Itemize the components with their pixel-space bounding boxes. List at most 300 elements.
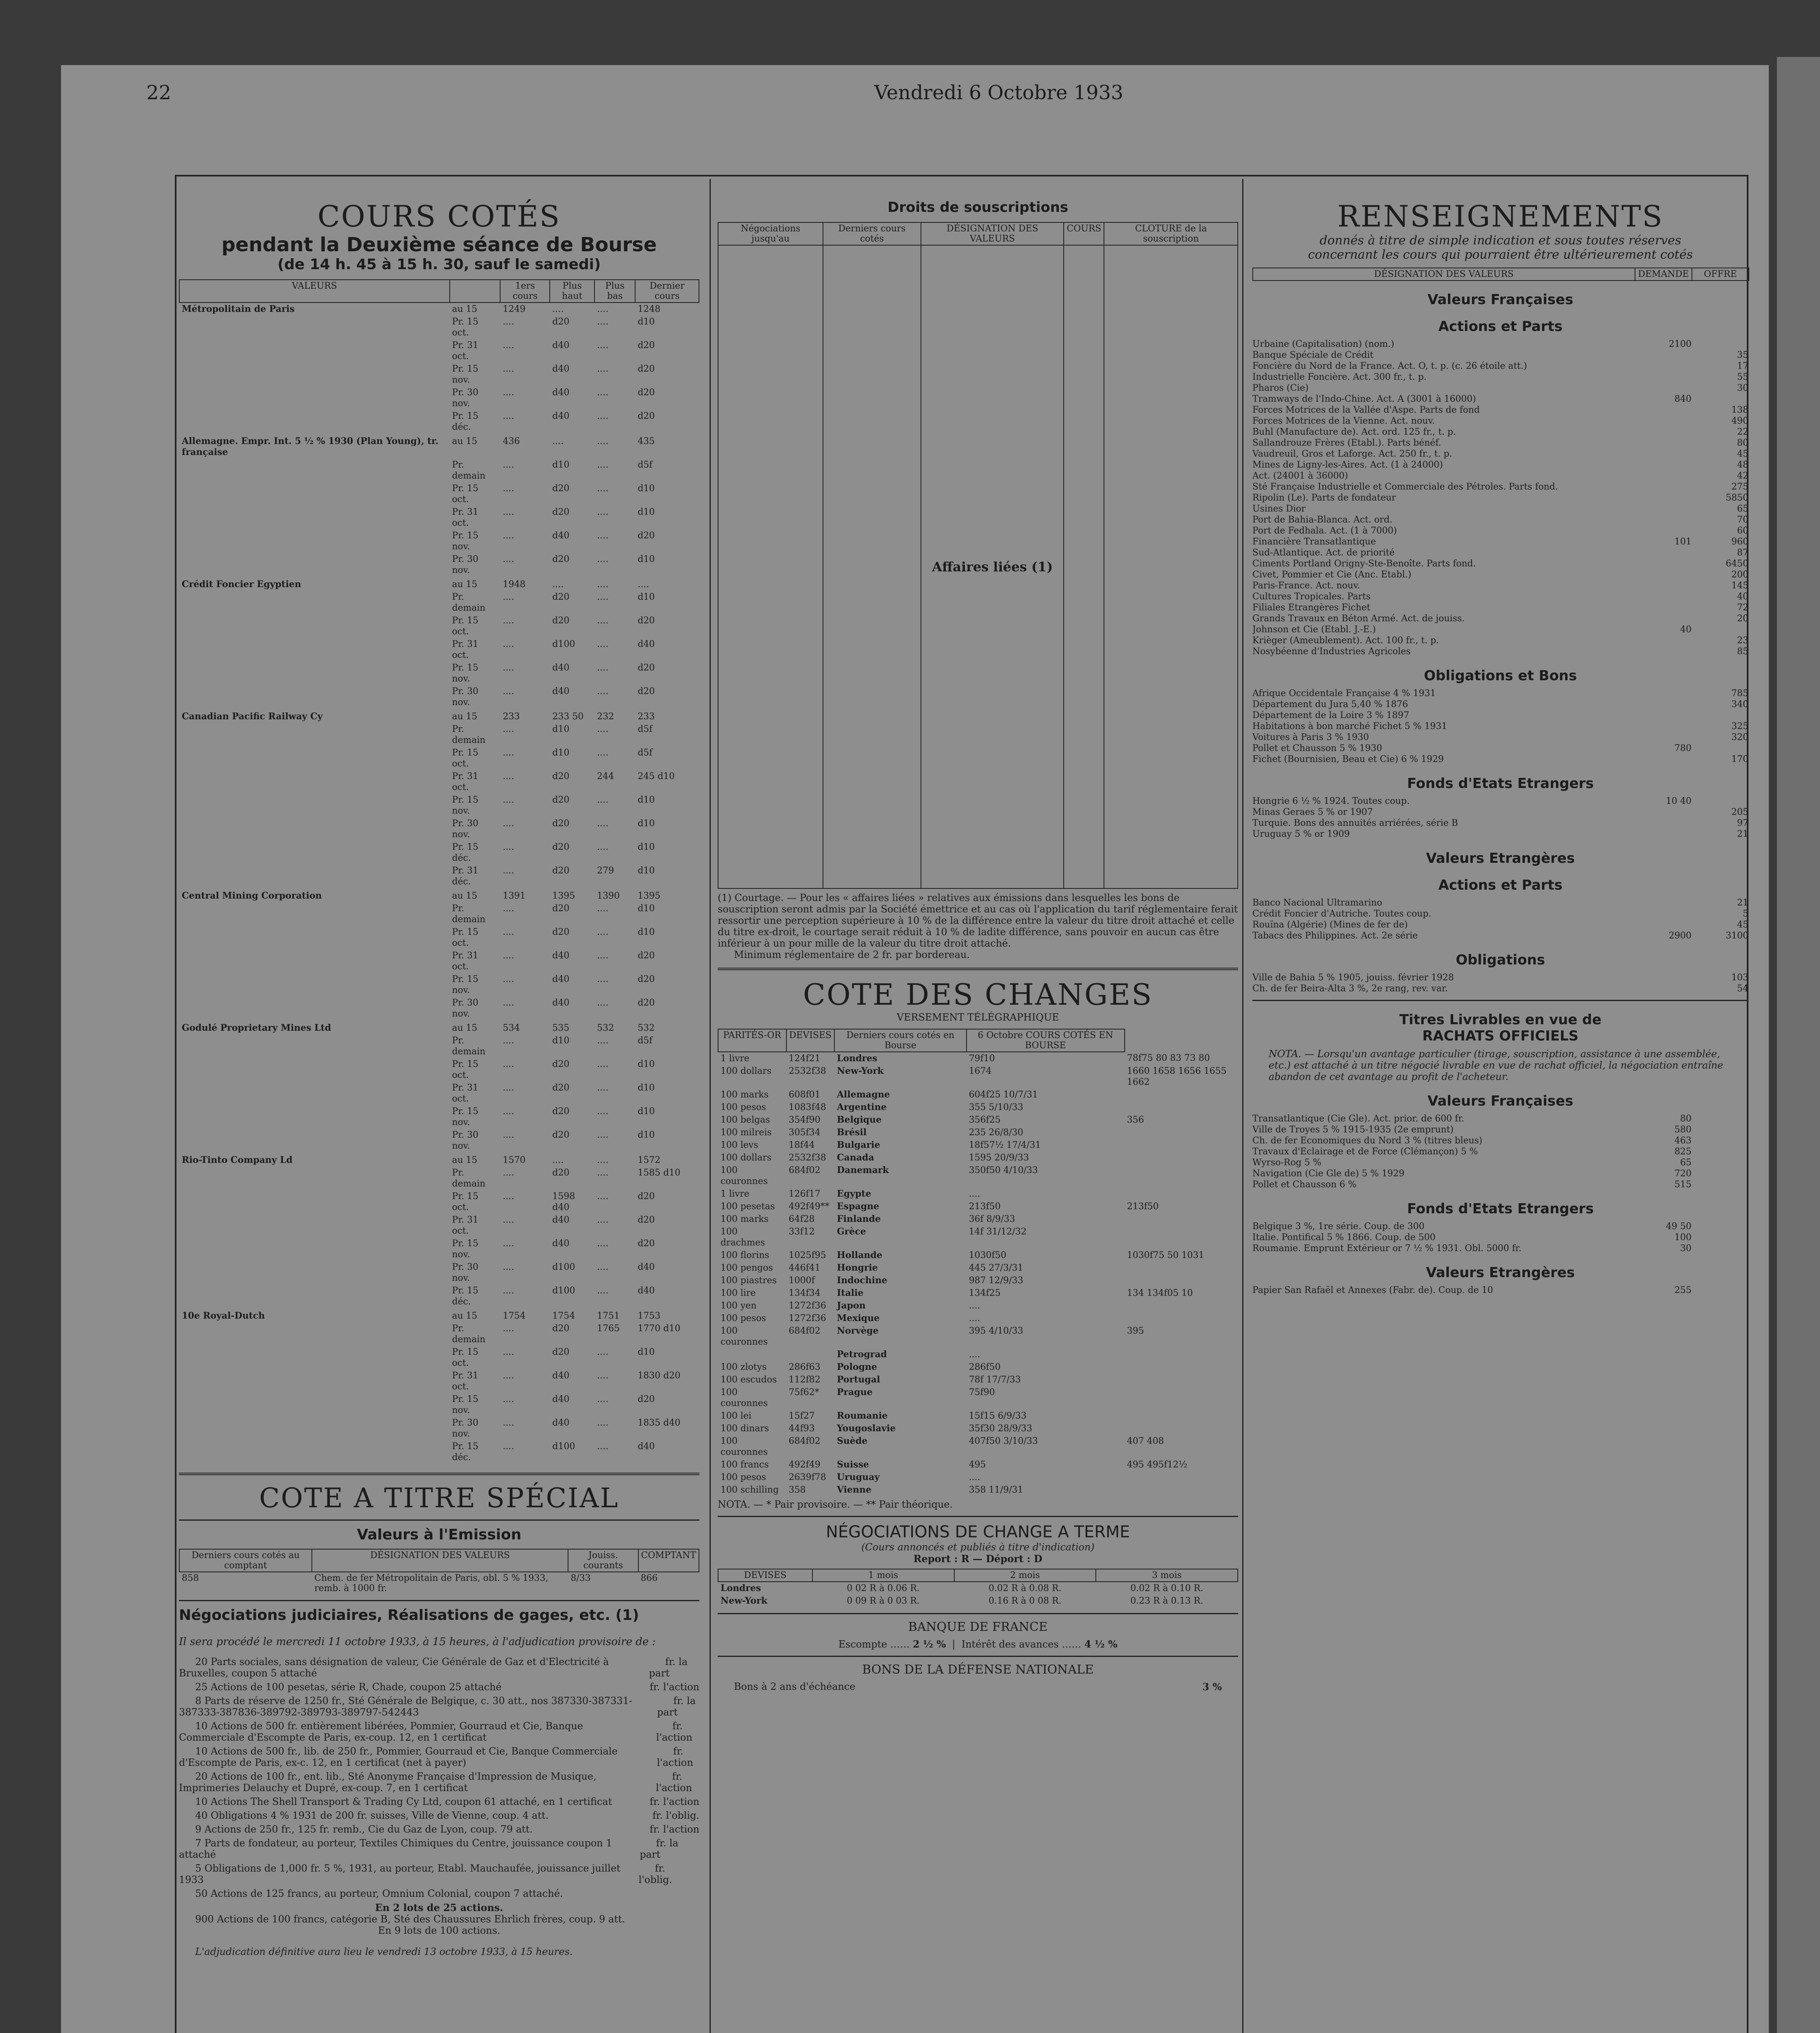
cours-du-jour bbox=[1125, 1386, 1238, 1410]
dernier-cours: 79f10 bbox=[969, 1054, 995, 1064]
table-row bbox=[179, 614, 699, 638]
cours-cell: au 15 bbox=[452, 891, 477, 901]
changes-table bbox=[718, 1029, 1238, 1496]
dernier-cours: 1674 bbox=[969, 1066, 992, 1076]
negociations-list bbox=[179, 1656, 699, 1899]
table-row bbox=[179, 1154, 699, 1167]
list-item bbox=[1252, 580, 1748, 591]
cours-cell: d5f bbox=[638, 1036, 653, 1046]
cours-cell: d10 bbox=[552, 748, 570, 758]
table-row bbox=[179, 770, 699, 794]
devise: Canada bbox=[837, 1152, 874, 1163]
table-row bbox=[179, 1393, 699, 1417]
designation: Belgique 3 %, 1re série. Coup. de 300 bbox=[1252, 1221, 1425, 1232]
negociation-unit: fr. l'action bbox=[649, 1681, 699, 1693]
demande: 30 bbox=[1680, 1243, 1692, 1254]
table-row bbox=[179, 685, 699, 709]
cours-cell: d10 bbox=[638, 818, 655, 829]
column-divider bbox=[1242, 179, 1243, 2033]
offre bbox=[1692, 1232, 1748, 1243]
list-item bbox=[179, 1837, 699, 1860]
demande: 463 bbox=[1674, 1136, 1692, 1146]
cours-cell: 1754 bbox=[552, 1311, 575, 1321]
offre: 23 bbox=[1737, 636, 1748, 646]
devise: New-York bbox=[837, 1066, 884, 1076]
table-row bbox=[179, 578, 699, 591]
cours-cell: d10 bbox=[638, 592, 655, 602]
cours-cell: au 15 bbox=[452, 1155, 477, 1165]
cours-cell: .... bbox=[597, 1036, 609, 1046]
cours-cell: d20 bbox=[552, 554, 570, 564]
table-row bbox=[718, 1386, 1238, 1410]
list-item bbox=[1252, 710, 1748, 721]
list-item bbox=[179, 1863, 699, 1885]
designation: Sallandrouze Frères (Etabl.). Parts bénéf. bbox=[1252, 438, 1441, 448]
parite-value: 75f62* bbox=[788, 1387, 819, 1397]
table-row bbox=[179, 890, 699, 902]
offre: 22 bbox=[1737, 427, 1748, 437]
dernier-cours: 987 12/9/33 bbox=[969, 1276, 1023, 1286]
list-item bbox=[1252, 492, 1748, 503]
cours-cell: d40 bbox=[552, 1394, 570, 1404]
parite-value: 1272f36 bbox=[788, 1301, 826, 1311]
designation: Rouïna (Algérie) (Mines de fer de) bbox=[1252, 920, 1408, 930]
parite-value: 44f93 bbox=[788, 1424, 815, 1434]
offre: 54 bbox=[1737, 984, 1748, 994]
cours-cell: Pr. 31 oct. bbox=[452, 1215, 479, 1236]
demande bbox=[1635, 438, 1692, 448]
valeur-name bbox=[179, 1440, 450, 1464]
cours-cell: .... bbox=[597, 1083, 609, 1093]
negociation-text: 10 Actions The Shell Transport & Trading Cy Ltd, coupon 61 attaché, en 1 certificat bbox=[195, 1796, 612, 1807]
designation: Département de la Loire 3 % 1897 bbox=[1252, 710, 1409, 720]
cours-cell: .... bbox=[597, 818, 609, 829]
parite-unit: 100 pesos bbox=[721, 1313, 766, 1323]
demande: 580 bbox=[1674, 1125, 1692, 1135]
cours-cell: d20 bbox=[638, 998, 655, 1008]
negociation-unit: fr. l'oblig. bbox=[638, 1863, 672, 1885]
cours-cell: Pr. 15 oct. bbox=[452, 1191, 479, 1212]
cours-cell: Pr. 30 nov. bbox=[452, 686, 479, 707]
cours-cell: .... bbox=[597, 748, 609, 758]
offre bbox=[1692, 1179, 1748, 1190]
changes-subtitle: VERSEMENT TÉLÉGRAPHIQUE bbox=[897, 1012, 1059, 1023]
parite-value: 33f12 bbox=[788, 1227, 815, 1237]
devise: Belgique bbox=[837, 1114, 882, 1125]
cours-cell: .... bbox=[503, 1191, 514, 1202]
table-row bbox=[179, 710, 699, 723]
cours-cell: 532 bbox=[638, 1023, 655, 1033]
valeur-name bbox=[179, 1322, 450, 1346]
cours-cell: .... bbox=[597, 842, 609, 852]
parite-value: 15f27 bbox=[788, 1411, 815, 1421]
cours-cell: .... bbox=[597, 304, 609, 314]
cours-cotes-column-header: Plus bas bbox=[594, 280, 635, 303]
renseignements-column-header: DEMANDE bbox=[1635, 268, 1692, 281]
offre: 97 bbox=[1737, 818, 1748, 828]
cours-du-jour bbox=[1125, 1312, 1238, 1325]
valeur-name: Canadian Pacific Railway Cy bbox=[182, 711, 323, 722]
parite-value: 1025f95 bbox=[788, 1250, 826, 1260]
offre: 60 bbox=[1737, 526, 1748, 536]
table-row bbox=[718, 1164, 1238, 1188]
parite-value: 354f90 bbox=[788, 1115, 821, 1125]
cours-cell: d20 bbox=[552, 818, 570, 829]
parite-unit: 100 couronnes bbox=[721, 1326, 768, 1347]
cours-cell: .... bbox=[597, 724, 609, 734]
negociation-text: 10 Actions de 500 fr. entièrement libérées, Pommier, Gourraud et Cie, Banque Commerciale d'Escompte de Paris, ex-coup. 12, en 1 certificat bbox=[179, 1720, 583, 1743]
table-row bbox=[179, 1346, 699, 1369]
cours-cell: d20 bbox=[552, 795, 570, 805]
offre: 138 bbox=[1731, 405, 1748, 415]
table-row bbox=[179, 1214, 699, 1237]
cours-du-jour bbox=[1125, 1484, 1238, 1496]
designation: Mines de Ligny-les-Aires. Act. (1 à 24000) bbox=[1252, 460, 1443, 470]
designation: Fichet (Bournisien, Beau et Cie) 6 % 1929 bbox=[1252, 754, 1444, 764]
list-item bbox=[1252, 1157, 1748, 1168]
offre: 48 bbox=[1737, 460, 1748, 470]
devise: Londres bbox=[837, 1053, 877, 1064]
dernier-cours: .... bbox=[969, 1472, 980, 1482]
offre bbox=[1692, 1285, 1748, 1296]
table-row bbox=[179, 482, 699, 506]
offre bbox=[1692, 710, 1748, 721]
cours-cell: .... bbox=[503, 1347, 514, 1357]
designation: Uruguay 5 % or 1909 bbox=[1252, 829, 1350, 839]
designation: Cultures Tropicales. Parts bbox=[1252, 592, 1371, 602]
demande: 2900 bbox=[1669, 931, 1692, 941]
offre: 103 bbox=[1731, 973, 1748, 983]
droits-column-header: DÉSIGNATION DES VALEURS bbox=[921, 222, 1064, 245]
section-heading: Valeurs Françaises bbox=[1427, 292, 1574, 308]
cours-cell: .... bbox=[597, 340, 609, 350]
table-row bbox=[179, 1322, 699, 1346]
column-left bbox=[179, 179, 699, 2033]
valeur-name bbox=[179, 1393, 450, 1417]
parite-unit: 100 couronnes bbox=[721, 1387, 768, 1408]
parite-unit: 100 pesos bbox=[721, 1102, 766, 1112]
cours-cell: d20 bbox=[552, 1083, 570, 1093]
list-item bbox=[179, 1810, 699, 1821]
negociation-text: 20 Actions de 100 fr., ent. lib., Sté Anonyme Française d'Impression de Musique, Imprimeries Delauchy et Dupré, ex-coup. 7, en 1 certificat bbox=[179, 1771, 597, 1794]
parite-unit: 100 florins bbox=[721, 1250, 769, 1260]
negociation-unit: fr. l'action bbox=[655, 1771, 692, 1794]
section-subheading: Actions et Parts bbox=[1438, 318, 1563, 335]
dernier-cours: 235 26/8/30 bbox=[969, 1128, 1023, 1138]
cours-du-jour bbox=[1125, 1262, 1238, 1274]
parite-unit: 100 pengos bbox=[721, 1263, 773, 1273]
parite-value: 134f34 bbox=[788, 1288, 821, 1298]
list-item bbox=[1252, 983, 1748, 994]
valeur-name bbox=[179, 864, 450, 888]
list-item bbox=[1252, 394, 1748, 405]
demande bbox=[1635, 591, 1692, 602]
cours-cell: .... bbox=[503, 842, 514, 852]
offre: 320 bbox=[1731, 732, 1748, 742]
cours-cotes-table bbox=[179, 279, 699, 1465]
cours-cell: d10 bbox=[552, 724, 570, 734]
cours-cell: Pr. 31 oct. bbox=[452, 507, 479, 528]
cours-cell: .... bbox=[597, 1155, 609, 1165]
list-item bbox=[1252, 930, 1748, 941]
cours-cell: 1572 bbox=[638, 1155, 661, 1165]
list-item bbox=[1252, 1124, 1748, 1135]
table-row bbox=[179, 638, 699, 662]
table-row bbox=[179, 363, 699, 386]
cote-special-cell: 8/33 bbox=[570, 1573, 591, 1583]
renseignements-sub1: donnés à titre de simple indication et sous toutes réserves bbox=[1319, 233, 1681, 248]
cours-cell: .... bbox=[503, 1215, 514, 1225]
devise: Portugal bbox=[837, 1374, 880, 1385]
negociation-text: 40 Obligations 4 % 1931 de 200 fr. suisses, Ville de Vienne, coup. 4 att. bbox=[195, 1810, 549, 1821]
cours-cell: .... bbox=[503, 663, 514, 673]
designation: Industrielle Foncière. Act. 300 fr., t. p. bbox=[1252, 372, 1427, 382]
cours-cell: Pr. 31 oct. bbox=[452, 771, 479, 792]
cours-cell: d40 bbox=[552, 1215, 570, 1225]
valeur-name bbox=[179, 841, 450, 864]
parite-unit: 100 pesos bbox=[721, 1472, 766, 1482]
cours-du-jour bbox=[1125, 1299, 1238, 1312]
valeur-name bbox=[179, 614, 450, 638]
parite-value: 492f49** bbox=[788, 1202, 829, 1212]
offre: 325 bbox=[1731, 721, 1748, 731]
cours-du-jour bbox=[1125, 1188, 1238, 1200]
cours-cell: d20 bbox=[552, 1059, 570, 1069]
cours-cell: .... bbox=[597, 579, 609, 590]
cours-cell: .... bbox=[503, 1262, 514, 1272]
list-item bbox=[1252, 481, 1748, 492]
valeur-name bbox=[179, 817, 450, 841]
designation: Habitations à bon marché Fichet 5 % 1931 bbox=[1252, 721, 1448, 731]
table-row bbox=[718, 1114, 1238, 1126]
list-item bbox=[1252, 613, 1748, 624]
terme-table bbox=[718, 1569, 1238, 1607]
terme-column-header: 1 mois bbox=[812, 1569, 954, 1582]
cours-cell: d20 bbox=[552, 903, 570, 914]
table-row bbox=[179, 841, 699, 864]
demande bbox=[1635, 818, 1692, 829]
valeur-name bbox=[179, 997, 450, 1020]
designation: Ville de Troyes 5 % 1915-1935 (2e emprunt) bbox=[1252, 1125, 1454, 1135]
negociation-text: 25 Actions de 100 pesetas, série R, Chade, coupon 25 attaché bbox=[195, 1681, 502, 1693]
cours-cell: d10 bbox=[638, 903, 655, 914]
cours-cell: d10 bbox=[638, 927, 655, 937]
negociation-unit: fr. la part bbox=[640, 1837, 679, 1860]
cours-du-jour: 134 134f05 10 bbox=[1127, 1288, 1193, 1298]
cours-cotes-subtitle: pendant la Deuxième séance de Bourse bbox=[221, 233, 657, 256]
demande: 2100 bbox=[1669, 339, 1692, 349]
valeur-name bbox=[179, 506, 450, 529]
cours-cell: .... bbox=[503, 1286, 514, 1296]
cours-cell: Pr. 15 oct. bbox=[452, 1059, 479, 1080]
cours-cell: 1753 bbox=[638, 1311, 661, 1321]
cours-cell: d40 bbox=[552, 387, 570, 398]
table-row bbox=[179, 794, 699, 817]
demande: 255 bbox=[1674, 1285, 1692, 1295]
dernier-cours: 36f 8/9/33 bbox=[969, 1214, 1015, 1224]
list-item bbox=[1252, 536, 1748, 547]
demande bbox=[1635, 470, 1692, 481]
cours-cell: d5f bbox=[638, 460, 653, 470]
valeur-name bbox=[179, 591, 450, 614]
demande bbox=[1635, 514, 1692, 525]
offre bbox=[1692, 1124, 1748, 1135]
list-item bbox=[1252, 405, 1748, 416]
cours-cell: d10 bbox=[638, 1059, 655, 1069]
cours-cell: Pr. 30 nov. bbox=[452, 387, 479, 409]
offre bbox=[1692, 1146, 1748, 1157]
parite-unit: 100 francs bbox=[721, 1460, 769, 1470]
cours-cell: Pr. 15 nov. bbox=[452, 1394, 479, 1415]
list-item bbox=[1252, 416, 1748, 427]
cours-cell: d10 bbox=[638, 1347, 655, 1357]
cours-cell: .... bbox=[597, 1130, 609, 1140]
cours-cell: .... bbox=[597, 616, 609, 626]
demande bbox=[1635, 688, 1692, 699]
cours-cell: Pr. 15 nov. bbox=[452, 1106, 479, 1128]
offre bbox=[1692, 1113, 1748, 1124]
devise: Petrograd bbox=[837, 1349, 887, 1360]
cours-cell: 233 bbox=[638, 712, 655, 722]
cours-cell: .... bbox=[503, 531, 514, 541]
devise: Bulgarie bbox=[837, 1140, 880, 1150]
cours-cotes-column-header: Plus haut bbox=[550, 280, 594, 303]
cours-cell: 534 bbox=[503, 1023, 520, 1033]
list-item bbox=[1252, 350, 1748, 361]
list-item bbox=[1252, 699, 1748, 710]
cours-cell: Pr. 15 oct. bbox=[452, 748, 479, 769]
row-spacer bbox=[179, 1464, 699, 1465]
cours-cell: .... bbox=[503, 616, 514, 626]
table-row bbox=[718, 1287, 1238, 1299]
cours-cell: d20 bbox=[638, 686, 655, 697]
dernier-cours: 213f50 bbox=[969, 1202, 1001, 1212]
cours-cell: d20 bbox=[552, 483, 570, 494]
table-row bbox=[179, 1369, 699, 1393]
parite-value: 1000f bbox=[788, 1276, 815, 1286]
cours-cell: Pr. 15 nov. bbox=[452, 795, 479, 816]
designation: Minas Geraes 5 % or 1907 bbox=[1252, 807, 1373, 817]
cours-cell: .... bbox=[597, 554, 609, 564]
cours-cell: Pr. 15 déc. bbox=[452, 1441, 479, 1463]
valeur-name bbox=[179, 949, 450, 973]
offre: 5850 bbox=[1726, 493, 1748, 503]
demande bbox=[1635, 405, 1692, 416]
cours-du-jour bbox=[1125, 1471, 1238, 1484]
cours-cell: d40 bbox=[552, 1239, 570, 1249]
cours-du-jour bbox=[1125, 1139, 1238, 1151]
negociation-unit: fr. l'action bbox=[649, 1824, 699, 1835]
rachats-note: NOTA. — Lorsqu'un avantage particulier (tirage, souscription, assistance à une assemblée, etc.) est attaché à un titre négocié livrable en vue de rachat officiel, la négociation entraîne abandon de cet avantage au profit de l'acheteur. bbox=[1269, 1048, 1723, 1082]
cours-du-jour: 495 495f12½ bbox=[1127, 1460, 1187, 1470]
valeur-name bbox=[179, 747, 450, 770]
cours-cell: d40 bbox=[638, 1441, 655, 1452]
offre: 490 bbox=[1731, 416, 1748, 426]
offre: 72 bbox=[1737, 603, 1748, 613]
demande bbox=[1635, 807, 1692, 818]
demande bbox=[1635, 897, 1692, 908]
table-row bbox=[179, 949, 699, 973]
table-row bbox=[179, 435, 699, 459]
terme-value: 0 02 R à 0.06 R. bbox=[847, 1583, 920, 1593]
designation: Hongrie 6 ½ % 1924. Toutes coup. bbox=[1252, 796, 1410, 806]
cours-du-jour: 356 bbox=[1127, 1115, 1144, 1125]
parite-value: 1083f48 bbox=[788, 1102, 826, 1112]
table-row bbox=[179, 1167, 699, 1190]
list-item bbox=[1252, 1113, 1748, 1124]
cours-cell: .... bbox=[503, 951, 514, 961]
bons-label: Bons à 2 ans d'échéance bbox=[734, 1681, 856, 1692]
cours-cell: au 15 bbox=[452, 436, 477, 446]
valeur-name bbox=[179, 482, 450, 506]
section-subheading: Obligations et Bons bbox=[1424, 668, 1577, 684]
cours-du-jour: 213f50 bbox=[1127, 1202, 1159, 1212]
cours-cell: d20 bbox=[638, 1239, 655, 1249]
cours-cell: .... bbox=[503, 686, 514, 697]
cote-special-title: COTE A TITRE SPÉCIAL bbox=[259, 1482, 619, 1514]
cours-du-jour bbox=[1125, 1101, 1238, 1114]
cours-cell: 1754 bbox=[503, 1311, 526, 1321]
designation: Italie. Pontifical 5 % 1866. Coup. de 500 bbox=[1252, 1232, 1436, 1243]
table-row bbox=[179, 1237, 699, 1261]
parite-unit bbox=[718, 1348, 786, 1361]
demande: 720 bbox=[1674, 1169, 1692, 1179]
table-row bbox=[179, 1105, 699, 1129]
devise: Brésil bbox=[837, 1127, 867, 1138]
cours-cell: d20 bbox=[638, 951, 655, 961]
cours-cell: Pr. 15 déc. bbox=[452, 842, 479, 863]
table-row bbox=[718, 1225, 1238, 1249]
cours-cell: Pr. demain bbox=[452, 460, 485, 481]
negociations-intro: Il sera procédé le mercredi 11 octobre 1933, à 15 heures, à l'adjudication provisoire de : bbox=[179, 1636, 656, 1648]
list-item bbox=[1252, 1243, 1748, 1254]
parite-value: 286f63 bbox=[788, 1362, 821, 1372]
cours-cell: .... bbox=[503, 1106, 514, 1117]
list-item bbox=[179, 1720, 699, 1743]
cote-special-column-header: DÉSIGNATION DES VALEURS bbox=[312, 1549, 568, 1572]
cours-cell: .... bbox=[503, 554, 514, 564]
demande: 65 bbox=[1680, 1158, 1692, 1168]
offre: 5 bbox=[1743, 909, 1748, 919]
table-row bbox=[718, 1422, 1238, 1435]
cours-cell: .... bbox=[597, 1239, 609, 1249]
cours-cell: Pr. 31 oct. bbox=[452, 340, 479, 361]
table-row bbox=[179, 1440, 699, 1464]
offre: 200 bbox=[1731, 570, 1748, 580]
demande bbox=[1635, 448, 1692, 459]
cours-cell: 244 bbox=[597, 771, 614, 781]
list-item bbox=[1252, 1146, 1748, 1157]
cours-du-jour: 1030f75 50 1031 bbox=[1127, 1250, 1204, 1260]
table-row bbox=[179, 1034, 699, 1058]
table-row bbox=[179, 747, 699, 770]
valeur-name bbox=[179, 1284, 450, 1308]
negociation-unit: fr. l'oblig. bbox=[652, 1810, 699, 1821]
cours-cell: .... bbox=[503, 1371, 514, 1381]
dernier-cours: 15f15 6/9/33 bbox=[969, 1411, 1027, 1421]
demande bbox=[1635, 459, 1692, 470]
cours-cell: d40 bbox=[552, 1418, 570, 1428]
demande bbox=[1635, 372, 1692, 383]
cours-cell: .... bbox=[503, 364, 514, 374]
designation: Transatlantique (Cie Gle). Act. prior. de 600 fr. bbox=[1252, 1114, 1465, 1124]
negociation-unit: fr. l'action bbox=[656, 1720, 692, 1743]
designation: Crédit Foncier d'Autriche. Toutes coup. bbox=[1252, 909, 1432, 919]
parite-unit: 100 marks bbox=[721, 1090, 769, 1100]
offre: 205 bbox=[1731, 807, 1748, 817]
interet-value: 4 ½ % bbox=[1084, 1638, 1118, 1650]
offre bbox=[1692, 339, 1748, 350]
